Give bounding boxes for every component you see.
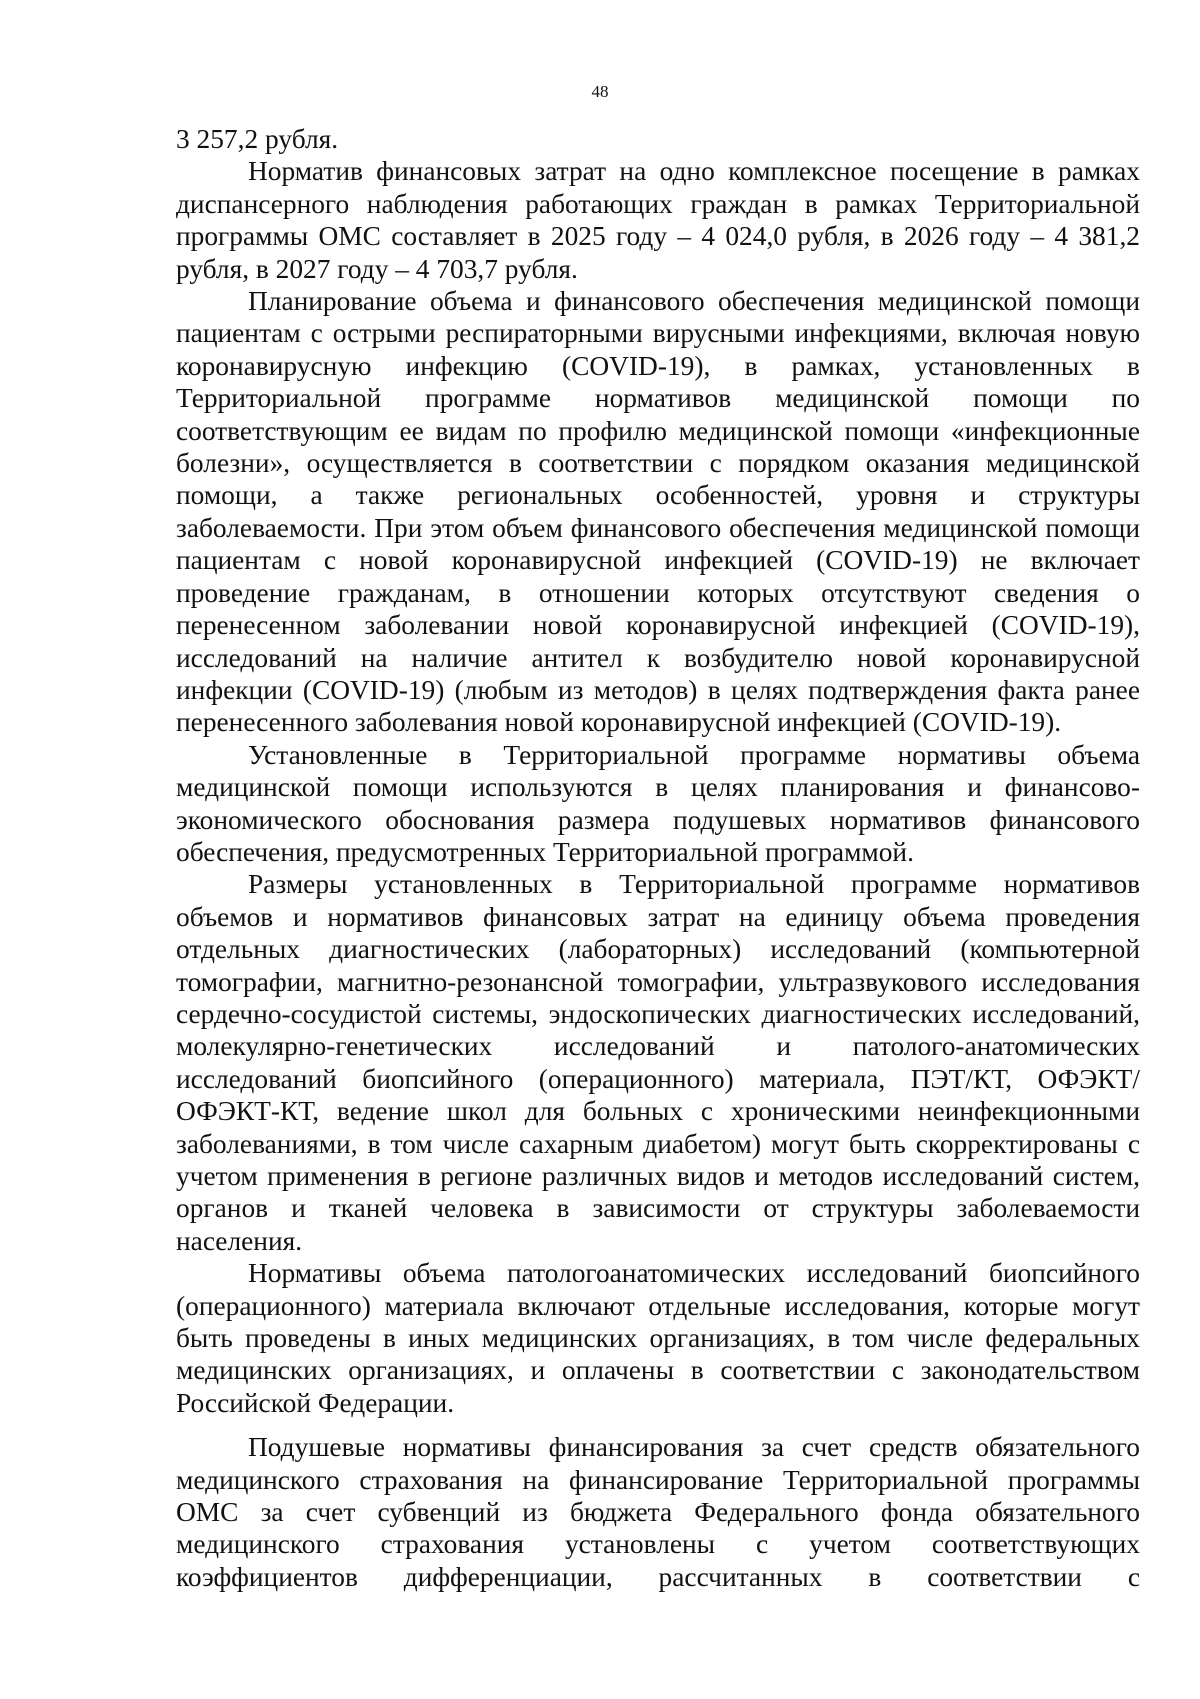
paragraph-comprehensive-visit-standard: Норматив финансовых затрат на одно комплексное посещение в рамках диспансерного наблюдения работающих граждан в рамках Территориальной программы ОМС составляет в 2025 году – 4 024,0 рубля, в 2026 году – 4 381,2 рубля, в 2027 году – 4 703,7 рубля. (176, 156, 1140, 284)
paragraph-per-capita-financing: Подушевые нормативы финансирования за счет средств обязательного медицинского страхования на финансирование Территориальной программы ОМС за счет субвенций из бюджета Федерального фонда обязательного медицинского страхования установлены с учетом соответствующих коэффициентов дифференциации, рассчитанных в соответствии с (176, 1432, 1140, 1592)
paragraph-amount-continuation: 3 257,2 рубля. (176, 124, 339, 154)
document-body (176, 123, 1140, 1593)
paragraph-covid-planning: Планирование объема и финансового обеспечения медицинской помощи пациентам с острыми респираторными вирусными инфекциями, включая новую коронавирусную инфекцию (COVID-19), в рамках, установленных в Территориальной программе нормативов медицинской помощи по соответствующим ее видам по профилю медицинской помощи «инфекционные болезни», осуществляется в соответствии с порядком оказания медицинской помощи, а также региональных особенностей, уровня и структуры заболеваемости. При этом объем финансового обеспечения медицинской помощи пациентам с новой коронавирусной инфекцией (COVID-19) не включает проведение гражданам, в отношении которых отсутствуют сведения о перенесенном заболевании новой коронавирусной инфекцией (COVID-19), исследований на наличие антител к возбудителю новой коронавирусной инфекции (COVID-19) (любым из методов) в целях подтверждения факта ранее перенесенного заболевания новой коронавирусной инфекцией (COVID-19). (176, 286, 1140, 738)
paragraph-pathology-research: Нормативы объема патологоанатомических исследований биопсийного (операционного) материала включают отдельные исследования, которые могут быть проведены в иных медицинских организациях, в том числе федеральных медицинских организациях, и оплачены в соответствии с законодательством Российской Федерации. (176, 1258, 1140, 1418)
paragraph-volume-standards: Установленные в Территориальной программе нормативы объема медицинской помощи используются в целях планирования и финансово-экономического обоснования размера подушевых нормативов финансового обеспечения, предусмотренных Территориальной программой. (176, 739, 1140, 867)
page-number: 48 (591, 82, 609, 101)
paragraph-diagnostic-research-adjustment: Размеры установленных в Территориальной программе нормативов объемов и нормативов финансовых затрат на единицу объема проведения отдельных диагностических (лабораторных) исследований (компьютерной томографии, магнитно-резонансной томографии, ультразвукового исследования сердечно-сосудистой системы, эндоскопических диагностических исследований, молекулярно-генетических исследований и патолого-анатомических исследований биопсийного (операционного) материала, ПЭТ/КТ, ОФЭКТ/ОФЭКТ-КТ, ведение школ для больных с хроническими неинфекционными заболеваниями, в том числе сахарным диабетом) могут быть скорректированы с учетом применения в регионе различных видов и методов исследований систем, органов и тканей человека в зависимости от структуры заболеваемости населения. (176, 869, 1140, 1256)
